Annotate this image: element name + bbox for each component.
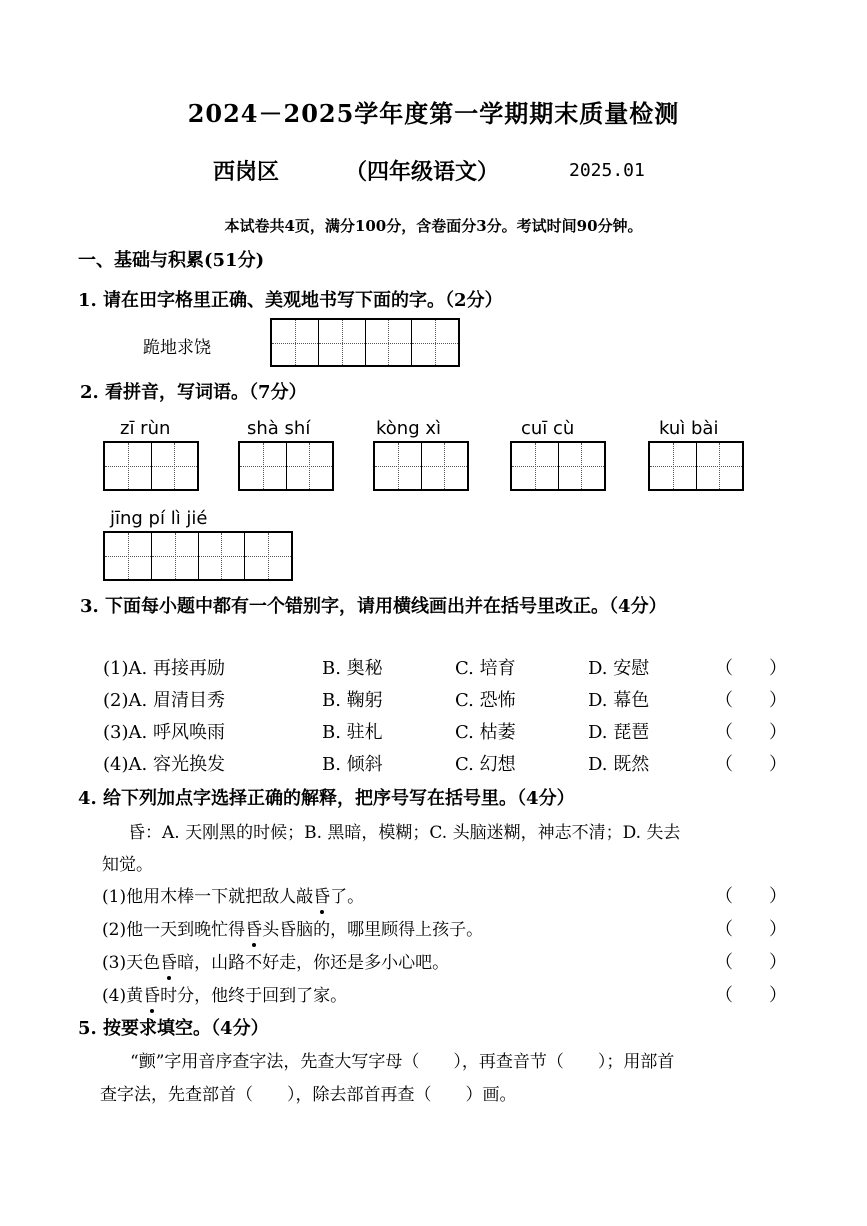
- dotted-char: 昏: [245, 915, 262, 940]
- exam-date: 2025.01: [569, 160, 645, 181]
- q3-row3-option-a: (3)A. 呼风唤雨: [103, 722, 225, 743]
- answer-grid-5[interactable]: [648, 441, 744, 491]
- q4-sentence-3: (3)天色昏暗，山路不好走，你还是多小心吧。: [102, 948, 449, 973]
- question-4-prompt: 4. 给下列加点字选择正确的解释，把序号写在括号里。（4分）: [78, 788, 575, 809]
- answer-grid-2[interactable]: [238, 441, 334, 491]
- answer-grid-1[interactable]: [103, 441, 199, 491]
- pinyin-4: cuī cù: [521, 418, 575, 439]
- q3-row4-option-b: B. 倾斜: [322, 754, 383, 775]
- pinyin-5: kuì bài: [659, 418, 719, 439]
- q5-line-1: “颤”字用音序查字法，先查大写字母（ ），再查音节（ ）；用部首: [130, 1052, 675, 1072]
- q3-row1-answer-paren[interactable]: （ ）: [715, 658, 787, 679]
- q3-row4-option-d: D. 既然: [588, 754, 650, 775]
- q3-row3-option-b: B. 驻札: [322, 722, 383, 743]
- q4-answer-paren-2[interactable]: （ ）: [715, 919, 787, 940]
- q4-sentence-4: (4)黄昏时分，他终于回到了家。: [102, 981, 347, 1006]
- question-3-prompt: 3. 下面每小题中都有一个错别字，请用横线画出并在括号里改正。（4分）: [80, 596, 667, 617]
- dotted-char: 昏: [143, 981, 160, 1006]
- dotted-char: 昏: [160, 948, 177, 973]
- q3-row3-answer-paren[interactable]: （ ）: [715, 722, 787, 743]
- q3-row1-option-d: D. 安慰: [588, 658, 650, 679]
- q3-row4-option-a: (4)A. 容光换发: [103, 754, 225, 775]
- exam-note: 本试卷共4页，满分100分，含卷面分3分。考试时间90分钟。: [224, 217, 643, 235]
- question-1-writing-grid[interactable]: [270, 318, 460, 367]
- q3-row2-option-b: B. 鞠躬: [322, 690, 383, 711]
- answer-grid-4[interactable]: [510, 441, 606, 491]
- q3-row1-option-c: C. 培育: [455, 658, 516, 679]
- question-5-prompt: 5. 按要求填空。（4分）: [78, 1018, 269, 1039]
- q4-sentence-2: (2)他一天到晚忙得昏头昏脑的，哪里顾得上孩子。: [102, 915, 483, 940]
- q3-row1-option-b: B. 奥秘: [322, 658, 383, 679]
- pinyin-1: zī rùn: [120, 418, 171, 439]
- q3-row1-option-a: (1)A. 再接再励: [103, 658, 225, 679]
- q5-line-2: 查字法，先查部首（ ），除去部首再查（ ）画。: [100, 1085, 517, 1105]
- q3-row4-answer-paren[interactable]: （ ）: [715, 754, 787, 775]
- section-heading: 一、基础与积累(51分): [78, 250, 265, 271]
- q3-row2-option-a: (2)A. 眉清目秀: [103, 690, 225, 711]
- pinyin-2: shà shí: [247, 418, 311, 439]
- q3-row4-option-c: C. 幻想: [455, 754, 516, 775]
- question-2-prompt: 2. 看拼音，写词语。（7分）: [80, 382, 307, 403]
- q3-row2-option-c: C. 恐怖: [455, 690, 516, 711]
- q3-row2-answer-paren[interactable]: （ ）: [715, 690, 787, 711]
- exam-title: 2024－2025学年度第一学期期末质量检测: [187, 99, 680, 128]
- pinyin-6: jīng pí lì jié: [110, 508, 208, 529]
- question-1-prompt: 1. 请在田字格里正确、美观地书写下面的字。（2分）: [78, 290, 503, 311]
- q4-definitions-line2: 知觉。: [102, 855, 153, 875]
- question-1-word: 跪地求饶: [143, 338, 211, 358]
- q4-sentence-1: (1)他用木棒一下就把敌人敲昏了。: [102, 882, 364, 907]
- q4-definitions-line1: 昏：A. 天刚黑的时候；B. 黑暗，模糊；C. 头脑迷糊，神志不清；D. 失去: [128, 823, 681, 843]
- q4-answer-paren-4[interactable]: （ ）: [715, 985, 787, 1006]
- q4-answer-paren-1[interactable]: （ ）: [715, 886, 787, 907]
- q3-row3-option-c: C. 枯萎: [455, 722, 516, 743]
- district-label: 西岗区: [213, 159, 280, 185]
- answer-grid-6[interactable]: [103, 531, 293, 581]
- subject-label: （四年级语文）: [345, 159, 500, 185]
- q4-answer-paren-3[interactable]: （ ）: [715, 952, 787, 973]
- q3-row3-option-d: D. 琵琶: [588, 722, 650, 743]
- answer-grid-3[interactable]: [373, 441, 469, 491]
- q3-row2-option-d: D. 幕色: [588, 690, 650, 711]
- dotted-char: 昏: [313, 882, 330, 907]
- pinyin-3: kòng xì: [376, 418, 442, 439]
